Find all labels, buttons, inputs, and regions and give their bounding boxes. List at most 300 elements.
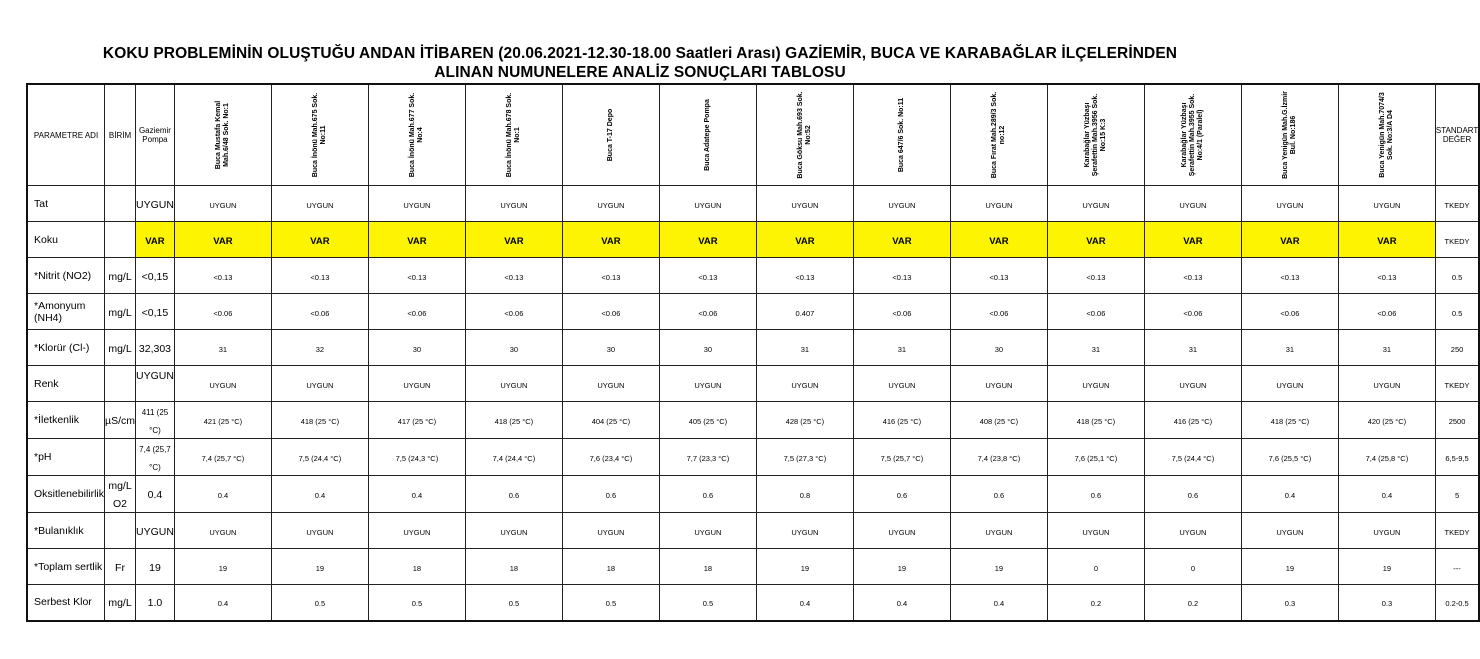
value-cell	[756, 330, 853, 366]
value-cell	[174, 294, 271, 330]
value-cell-text: 19	[800, 563, 810, 573]
gaziemir-cell	[136, 222, 175, 258]
value-cell-text: VAR	[213, 235, 233, 247]
value-cell-text: UYGUN	[1276, 380, 1304, 390]
header-location	[271, 84, 368, 186]
param-name-cell-text: *Amonyum (NH4)	[34, 299, 86, 324]
value-cell-text: UYGUN	[597, 200, 625, 210]
value-cell-text: UYGUN	[1276, 527, 1304, 537]
value-cell	[562, 366, 659, 402]
value-cell	[465, 294, 562, 330]
value-cell	[1144, 186, 1241, 222]
standard-cell-text: 0.5	[1451, 272, 1463, 282]
value-cell-text: 7,6 (25,5 °C)	[1268, 454, 1312, 463]
value-cell-text: UYGUN	[597, 527, 625, 537]
value-cell-text: 18	[412, 563, 422, 573]
unit-cell	[105, 258, 136, 294]
value-cell-text: UYGUN	[1373, 200, 1401, 210]
value-cell	[368, 549, 465, 585]
value-cell-text: 418 (25 °C)	[494, 417, 534, 426]
value-cell	[562, 186, 659, 222]
value-cell	[756, 476, 853, 513]
gaziemir-cell-text: VAR	[145, 235, 165, 247]
value-cell	[1338, 439, 1435, 476]
header-location	[465, 84, 562, 186]
value-cell-text: UYGUN	[500, 200, 528, 210]
value-cell	[174, 476, 271, 513]
value-cell	[174, 549, 271, 585]
value-cell	[562, 294, 659, 330]
unit-cell	[105, 402, 136, 439]
value-cell-text: VAR	[1280, 235, 1300, 247]
value-cell-text: 0.3	[1381, 599, 1393, 609]
value-cell	[950, 476, 1047, 513]
value-cell	[1144, 476, 1241, 513]
value-cell	[562, 258, 659, 294]
value-cell-text: 31	[1091, 344, 1101, 354]
table-row	[27, 513, 1479, 549]
value-cell-text: 30	[994, 344, 1004, 354]
value-cell	[368, 513, 465, 549]
value-cell-text: 428 (25 °C)	[785, 417, 825, 426]
param-name-cell-text: *Klorür (Cl-)	[34, 341, 90, 354]
value-cell-text: 18	[509, 563, 519, 573]
value-cell	[1241, 549, 1338, 585]
value-cell	[950, 549, 1047, 585]
value-cell	[1047, 439, 1144, 476]
value-cell-text: UYGUN	[403, 380, 431, 390]
value-cell-text: <0.06	[1377, 308, 1397, 318]
value-cell	[368, 222, 465, 258]
value-cell	[1047, 294, 1144, 330]
value-cell-text: 7,6 (23,4 °C)	[589, 454, 633, 463]
header-location-label: Buca Göksu Mah.693 Sok. No:52	[796, 91, 812, 179]
gaziemir-cell-text: 19	[149, 561, 161, 574]
value-cell-text: UYGUN	[1082, 380, 1110, 390]
value-cell	[1047, 402, 1144, 439]
value-cell	[174, 330, 271, 366]
standard-cell-text: 250	[1450, 344, 1464, 354]
header-location-label: Buca T-17 Depo	[606, 108, 614, 162]
value-cell-text: 0.2	[1187, 599, 1199, 609]
value-cell-text: <0.13	[407, 272, 427, 282]
header-location	[368, 84, 465, 186]
value-cell	[853, 549, 950, 585]
value-cell	[562, 585, 659, 621]
standard-cell	[1435, 330, 1479, 366]
value-cell-text: UYGUN	[791, 200, 819, 210]
value-cell-text: 19	[994, 563, 1004, 573]
value-cell	[368, 186, 465, 222]
value-cell	[174, 402, 271, 439]
value-cell	[756, 222, 853, 258]
table-row	[27, 549, 1479, 585]
value-cell	[562, 330, 659, 366]
value-cell-text: UYGUN	[985, 200, 1013, 210]
value-cell	[950, 513, 1047, 549]
value-cell-text: VAR	[407, 235, 427, 247]
table-row	[27, 585, 1479, 621]
value-cell	[1241, 513, 1338, 549]
value-cell	[174, 186, 271, 222]
value-cell-text: <0.06	[698, 308, 718, 318]
param-name-cell-text: *Nitrit (NO2)	[34, 269, 92, 282]
gaziemir-cell-text: UYGUN	[136, 525, 174, 538]
value-cell	[1047, 186, 1144, 222]
value-cell-text: VAR	[989, 235, 1009, 247]
value-cell-text: <0.06	[504, 308, 524, 318]
param-name-cell	[27, 585, 105, 621]
unit-cell-text: mg/L O2	[108, 480, 132, 510]
value-cell	[465, 366, 562, 402]
value-cell	[562, 476, 659, 513]
value-cell	[271, 513, 368, 549]
value-cell	[368, 258, 465, 294]
value-cell	[1338, 366, 1435, 402]
header-location-label: Karabağlar Yüzbaşı Şerafettin Mah.3955 Sok. No:4/1 (Paralel)	[1180, 93, 1204, 177]
header-location	[1144, 84, 1241, 186]
value-cell-text: <0.13	[989, 272, 1009, 282]
param-name-cell	[27, 366, 105, 402]
value-cell	[853, 258, 950, 294]
results-body	[27, 186, 1479, 621]
value-cell-text: UYGUN	[306, 380, 334, 390]
value-cell	[853, 222, 950, 258]
value-cell-text: UYGUN	[1373, 380, 1401, 390]
value-cell	[271, 439, 368, 476]
value-cell	[1241, 366, 1338, 402]
value-cell-text: 18	[606, 563, 616, 573]
value-cell	[853, 476, 950, 513]
value-cell-text: <0.13	[1183, 272, 1203, 282]
unit-cell	[105, 366, 136, 402]
value-cell-text: <0.13	[601, 272, 621, 282]
value-cell	[1144, 222, 1241, 258]
value-cell-text: 31	[1285, 344, 1295, 354]
value-cell	[756, 186, 853, 222]
table-row	[27, 330, 1479, 366]
value-cell	[465, 258, 562, 294]
value-cell	[853, 513, 950, 549]
standard-cell-text: 0.5	[1451, 308, 1463, 318]
value-cell	[950, 294, 1047, 330]
value-cell	[1241, 294, 1338, 330]
gaziemir-cell	[136, 476, 175, 513]
value-cell-text: UYGUN	[985, 380, 1013, 390]
value-cell	[756, 585, 853, 621]
value-cell-text: 408 (25 °C)	[979, 417, 1019, 426]
value-cell-text: 19	[315, 563, 325, 573]
param-name-cell-text: Oksitlenebilirlik	[34, 488, 105, 500]
value-cell-text: 0.6	[993, 491, 1005, 500]
param-name-cell-text: Koku	[34, 233, 58, 246]
gaziemir-cell-text: 1.0	[147, 597, 163, 610]
value-cell	[1047, 585, 1144, 621]
value-cell-text: 19	[1285, 563, 1295, 573]
header-location-label: Buca 647/6 Sok. No:11	[897, 97, 905, 173]
value-cell-text: 7,5 (24,4 °C)	[1171, 454, 1215, 463]
value-cell	[368, 585, 465, 621]
value-cell	[659, 258, 756, 294]
gaziemir-cell	[136, 294, 175, 330]
unit-cell	[105, 513, 136, 549]
header-location-label: Buca Adatepe Pompa	[703, 99, 711, 171]
param-name-cell-text: Renk	[34, 377, 59, 390]
value-cell-text: UYGUN	[1082, 200, 1110, 210]
value-cell-text: 418 (25 °C)	[1270, 417, 1310, 426]
header-gaziemir: Gaziemir Pompa	[136, 84, 175, 186]
value-cell-text: 0.2	[1090, 599, 1102, 609]
value-cell-text: 0.6	[702, 491, 714, 500]
value-cell	[465, 476, 562, 513]
value-cell-text: <0.06	[407, 308, 427, 318]
value-cell-text: 416 (25 °C)	[1173, 417, 1213, 426]
value-cell	[1241, 186, 1338, 222]
standard-cell	[1435, 476, 1479, 513]
value-cell	[1144, 258, 1241, 294]
value-cell-text: 0.4	[411, 491, 423, 500]
value-cell	[950, 585, 1047, 621]
value-cell-text: 31	[1188, 344, 1198, 354]
value-cell	[562, 402, 659, 439]
param-name-cell-text: Tat	[34, 197, 49, 210]
value-cell	[659, 513, 756, 549]
value-cell-text: 31	[800, 344, 810, 354]
param-name-cell-text: Serbest Klor	[34, 596, 92, 609]
unit-cell	[105, 549, 136, 585]
value-cell	[1144, 513, 1241, 549]
value-cell	[1047, 549, 1144, 585]
value-cell-text: UYGUN	[694, 380, 722, 390]
title-line-1: KOKU PROBLEMİNİN OLUŞTUĞU ANDAN İTİBAREN (20.06.2021-12.30-18.00 Saatleri Arası) GAZİEMİR, BUCA VE KARABAĞLAR İLÇELERİNDEN	[102, 45, 1178, 62]
value-cell	[368, 476, 465, 513]
standard-cell-text: 5	[1454, 491, 1460, 500]
param-name-cell	[27, 222, 105, 258]
value-cell	[853, 186, 950, 222]
value-cell	[1047, 258, 1144, 294]
value-cell-text: 18	[703, 563, 713, 573]
value-cell	[1338, 402, 1435, 439]
param-name-cell-text: *Bulanıklık	[34, 524, 84, 537]
value-cell-text: 7,4 (25,8 °C)	[1365, 454, 1409, 463]
standard-cell	[1435, 222, 1479, 258]
value-cell-text: <0.06	[892, 308, 912, 318]
value-cell-text: 405 (25 °C)	[688, 417, 728, 426]
value-cell	[1241, 585, 1338, 621]
value-cell-text: VAR	[1086, 235, 1106, 247]
value-cell-text: 421 (25 °C)	[203, 417, 243, 426]
value-cell	[271, 258, 368, 294]
value-cell-text: 0.6	[1187, 491, 1199, 500]
value-cell	[465, 439, 562, 476]
value-cell	[1338, 330, 1435, 366]
unit-cell-text: mg/L	[108, 306, 132, 319]
value-cell	[659, 585, 756, 621]
value-cell-text: UYGUN	[597, 380, 625, 390]
value-cell-text: UYGUN	[209, 200, 237, 210]
header-location	[659, 84, 756, 186]
value-cell-text: 19	[218, 563, 228, 573]
value-cell	[1241, 330, 1338, 366]
value-cell	[1241, 258, 1338, 294]
standard-cell-text: 2500	[1448, 417, 1466, 426]
value-cell	[1144, 549, 1241, 585]
value-cell-text: UYGUN	[985, 527, 1013, 537]
value-cell	[271, 294, 368, 330]
value-cell	[853, 294, 950, 330]
value-cell	[465, 330, 562, 366]
param-name-cell	[27, 439, 105, 476]
value-cell	[950, 330, 1047, 366]
param-name-cell	[27, 476, 105, 513]
unit-cell	[105, 186, 136, 222]
header-location-label: Buca Fırat Mah.289/3 Sok. no:12	[990, 91, 1006, 179]
value-cell	[659, 549, 756, 585]
value-cell	[1338, 258, 1435, 294]
value-cell-text: 31	[218, 344, 228, 354]
value-cell-text: 0.4	[1381, 491, 1393, 500]
value-cell-text: <0.13	[795, 272, 815, 282]
value-cell-text: UYGUN	[694, 527, 722, 537]
standard-cell-text: TKEDY	[1444, 527, 1470, 537]
gaziemir-cell-text: UYGUN	[136, 198, 174, 211]
value-cell	[853, 439, 950, 476]
value-cell-text: 0.6	[508, 491, 520, 500]
value-cell-text: 0.5	[314, 599, 326, 609]
unit-cell-text: mg/L	[108, 342, 132, 355]
value-cell	[368, 402, 465, 439]
value-cell-text: 0.5	[702, 599, 714, 609]
gaziemir-cell	[136, 513, 175, 549]
value-cell-text: <0.13	[1377, 272, 1397, 282]
header-location-label: Buca İnönü Mah.677 Sok. No:4	[408, 92, 424, 178]
value-cell-text: 0.5	[508, 599, 520, 609]
value-cell	[1338, 476, 1435, 513]
value-cell-text: 0.6	[896, 491, 908, 500]
value-cell	[271, 186, 368, 222]
gaziemir-cell-text: <0,15	[141, 306, 169, 319]
unit-cell-text: mg/L	[108, 597, 132, 610]
value-cell-text: 0.4	[1284, 491, 1296, 500]
value-cell-text: 30	[703, 344, 713, 354]
value-cell	[1144, 402, 1241, 439]
value-cell-text: 0.6	[1090, 491, 1102, 500]
table-row	[27, 439, 1479, 476]
header-location	[1338, 84, 1435, 186]
standard-cell-text: TKEDY	[1444, 200, 1470, 210]
param-name-cell	[27, 513, 105, 549]
standard-cell	[1435, 258, 1479, 294]
value-cell	[1338, 585, 1435, 621]
value-cell-text: 0	[1093, 563, 1098, 573]
value-cell-text: VAR	[1377, 235, 1397, 247]
value-cell-text: <0.13	[310, 272, 330, 282]
gaziemir-cell	[136, 585, 175, 621]
value-cell	[1047, 513, 1144, 549]
value-cell	[659, 294, 756, 330]
value-cell-text: 0.4	[993, 599, 1005, 609]
value-cell-text: <0.06	[1280, 308, 1300, 318]
value-cell-text: <0.13	[1086, 272, 1106, 282]
value-cell-text: 0.8	[799, 491, 811, 500]
param-name-cell	[27, 330, 105, 366]
value-cell	[562, 439, 659, 476]
value-cell	[465, 402, 562, 439]
value-cell-text: UYGUN	[209, 527, 237, 537]
value-cell	[756, 258, 853, 294]
value-cell-text: 7,4 (25,7 °C)	[201, 454, 245, 463]
value-cell	[659, 222, 756, 258]
value-cell-text: 0	[1190, 563, 1195, 573]
param-name-cell	[27, 186, 105, 222]
unit-cell	[105, 476, 136, 513]
value-cell	[756, 439, 853, 476]
value-cell-text: 19	[897, 563, 907, 573]
value-cell-text: 7,6 (25,1 °C)	[1074, 454, 1118, 463]
header-location-label: Buca İnönü Mah.678 Sok. No:1	[505, 92, 521, 178]
header-location-label: Buca Mustafa Kemal Mah.6/48 Sok. No:1	[214, 100, 230, 170]
value-cell-text: 0.5	[605, 599, 617, 609]
value-cell	[465, 549, 562, 585]
value-cell-text: 0.4	[217, 491, 229, 500]
value-cell	[1338, 186, 1435, 222]
standard-cell	[1435, 439, 1479, 476]
value-cell-text: 0.4	[314, 491, 326, 500]
value-cell-text: 417 (25 °C)	[397, 417, 437, 426]
value-cell-text: 0.4	[896, 599, 908, 609]
value-cell-text: UYGUN	[1276, 200, 1304, 210]
standard-cell-text: TKEDY	[1444, 380, 1470, 390]
value-cell	[756, 513, 853, 549]
title-line-2: ALINAN NUMUNELERE ANALİZ SONUÇLARI TABLOSU	[434, 64, 846, 81]
value-cell-text: <0.06	[310, 308, 330, 318]
value-cell-text: 7,7 (23,3 °C)	[686, 454, 730, 463]
standard-cell-text: TKEDY	[1444, 236, 1470, 246]
unit-cell-text: Fr	[115, 561, 125, 574]
value-cell	[659, 402, 756, 439]
value-cell-text: UYGUN	[1082, 527, 1110, 537]
param-name-cell-text: *İletkenlik	[34, 414, 79, 426]
value-cell-text: 30	[509, 344, 519, 354]
value-cell-text: 7,5 (24,3 °C)	[395, 454, 439, 463]
value-cell	[174, 585, 271, 621]
value-cell-text: 7,4 (23,8 °C)	[977, 454, 1021, 463]
standard-cell	[1435, 294, 1479, 330]
table-row	[27, 476, 1479, 513]
value-cell-text: <0.06	[213, 308, 233, 318]
value-cell-text: UYGUN	[500, 527, 528, 537]
value-cell-text: 0.4	[217, 599, 229, 609]
value-cell-text: UYGUN	[403, 527, 431, 537]
value-cell-text: UYGUN	[791, 527, 819, 537]
value-cell	[756, 549, 853, 585]
value-cell	[368, 366, 465, 402]
standard-cell-text: 0.2-0.5	[1445, 599, 1469, 609]
standard-cell-text: 6,5-9,5	[1445, 454, 1469, 463]
param-name-cell	[27, 258, 105, 294]
value-cell	[853, 402, 950, 439]
standard-cell	[1435, 186, 1479, 222]
value-cell-text: UYGUN	[888, 527, 916, 537]
value-cell	[1047, 366, 1144, 402]
value-cell	[1047, 222, 1144, 258]
value-cell-text: <0.13	[504, 272, 524, 282]
header-location	[756, 84, 853, 186]
header-location	[562, 84, 659, 186]
value-cell-text: 7,5 (24,4 °C)	[298, 454, 342, 463]
value-cell	[174, 222, 271, 258]
header-standard: STANDART DEĞER	[1435, 84, 1479, 186]
